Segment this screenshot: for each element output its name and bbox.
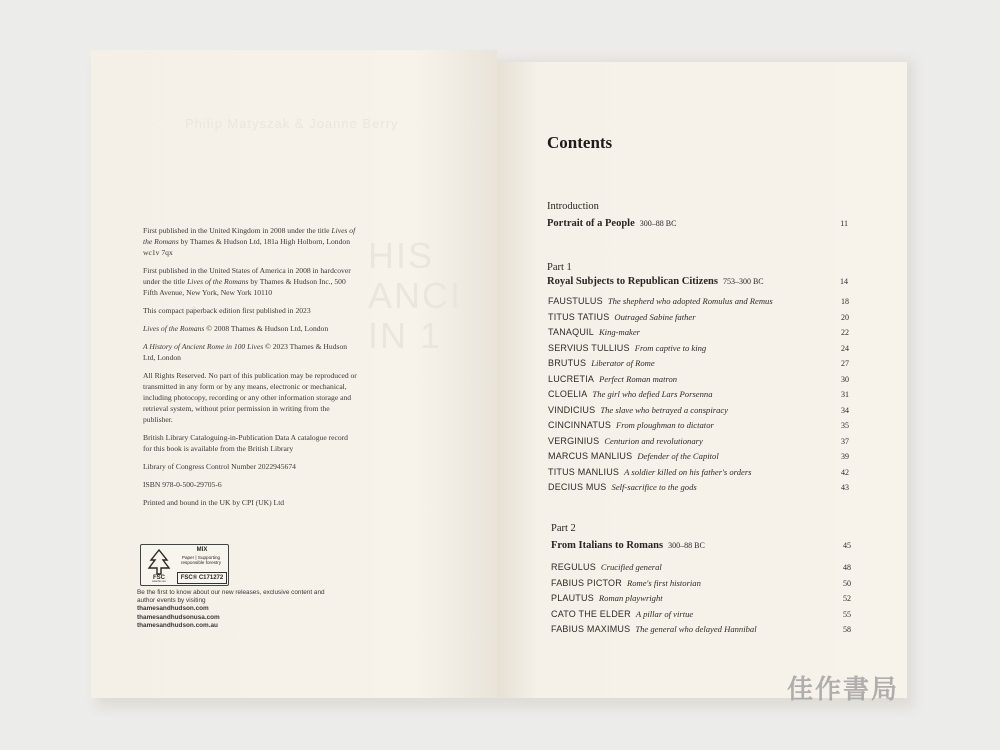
toc-entry-description: From captive to king bbox=[634, 342, 707, 353]
toc-entry-description: Centurion and revolutionary bbox=[604, 435, 703, 446]
toc-entry bbox=[551, 609, 693, 619]
toc-entry-name: BRUTUS bbox=[548, 358, 587, 368]
toc-entry-description: Roman playwright bbox=[598, 593, 663, 603]
toc-entry-description: The slave who betrayed a conspiracy bbox=[600, 404, 728, 415]
toc-entry-name: DECIUS MUS bbox=[548, 482, 607, 492]
toc-entry-description: The girl who defied Lars Porsenna bbox=[592, 389, 713, 399]
toc-entry bbox=[548, 436, 703, 446]
toc-entry bbox=[548, 482, 697, 492]
toc-entry-page-number: 31 bbox=[841, 390, 849, 399]
show-through-title: HIS ANCI IN 1 bbox=[368, 235, 463, 356]
toc-entry-name: PLAUTUS bbox=[551, 593, 594, 603]
toc-entry-name: VINDICIUS bbox=[548, 404, 596, 415]
toc-entry-page-number: 27 bbox=[841, 359, 849, 368]
publisher-promo bbox=[137, 589, 337, 630]
imprint-copyright-2023: A History of Ancient Rome in 100 Lives © 2023 Thames & Hudson Ltd, London bbox=[143, 342, 348, 362]
part2-heading: From Italians to Romans 300–88 BC bbox=[551, 540, 705, 551]
fsc-mix: MIX bbox=[196, 547, 208, 553]
fsc-description: Paper | Supporting responsible forestry bbox=[180, 555, 222, 566]
toc-entry-description: From ploughman to dictator bbox=[616, 420, 714, 430]
imprint-paperback-edition: This compact paperback edition first published in 2023 bbox=[143, 306, 311, 315]
promo-url: thamesandhudson.com.au bbox=[137, 621, 218, 629]
toc-entry bbox=[551, 593, 663, 603]
fsc-tree-icon bbox=[145, 548, 173, 582]
toc-entry-name: CINCINNATUS bbox=[548, 420, 612, 430]
toc-entry-page-number: 42 bbox=[841, 467, 849, 477]
toc-entry-page-number: 58 bbox=[843, 625, 851, 634]
toc-entry bbox=[548, 312, 696, 322]
promo-url: thamesandhudsonusa.com bbox=[137, 613, 220, 621]
contents-title: Contents bbox=[547, 133, 613, 152]
part1-heading: Royal Subjects to Republican Citizens 753–300 BC bbox=[547, 276, 764, 287]
toc-entry-name: MARCUS MANLIUS bbox=[548, 451, 633, 461]
toc-entry-page-number: 48 bbox=[843, 563, 851, 572]
promo-text: Be the first to know about our new releases, exclusive content and author events by visiting bbox=[137, 589, 325, 605]
toc-entry-page-number: 37 bbox=[841, 436, 849, 446]
toc-entry bbox=[548, 389, 713, 399]
toc-entry-page-number: 34 bbox=[841, 405, 849, 415]
toc-entry-name: FABIUS PICTOR bbox=[551, 577, 622, 588]
intro-label: Introduction bbox=[547, 201, 599, 212]
intro-heading: Portrait of a People 300–88 BC bbox=[547, 218, 677, 229]
toc-entry-description: A soldier killed on his father's orders bbox=[624, 466, 752, 477]
fsc-logo-text: FSC bbox=[153, 575, 165, 581]
imprint-rights: All Rights Reserved. No part of this publication may be reproduced or transmitted in any form or by any means, electronic or mechanical, including photocopy, recording or any other information storage and retrieval system, without prior permission in writing from the publisher. bbox=[143, 371, 357, 424]
toc-entry-description: King-maker bbox=[598, 327, 641, 337]
toc-entry-page-number: 30 bbox=[841, 374, 849, 384]
toc-entry bbox=[548, 358, 655, 368]
toc-entry-page-number: 24 bbox=[841, 343, 849, 353]
toc-entry bbox=[551, 624, 757, 634]
toc-entry bbox=[548, 451, 719, 461]
toc-entry-name: TITUS TATIUS bbox=[548, 311, 610, 322]
toc-entry bbox=[548, 405, 728, 415]
toc-entry-name: CLOELIA bbox=[548, 389, 588, 399]
toc-entry-description: Crucified general bbox=[600, 562, 662, 572]
toc-entry bbox=[548, 374, 677, 384]
toc-entry-name: FAUSTULUS bbox=[548, 296, 603, 306]
part2-page-number: 45 bbox=[843, 541, 851, 550]
toc-entry-page-number: 18 bbox=[841, 297, 849, 306]
intro-page-number: 11 bbox=[840, 219, 848, 228]
toc-entry-description: Outraged Sabine father bbox=[614, 311, 696, 322]
toc-entry-description: Rome's first historian bbox=[626, 577, 701, 588]
part1-label: Part 1 bbox=[547, 262, 572, 273]
toc-entry-page-number: 50 bbox=[843, 578, 851, 588]
toc-entry bbox=[548, 296, 773, 306]
toc-entry-description: Defender of the Capitol bbox=[637, 451, 719, 461]
toc-entry-name: LUCRETIA bbox=[548, 373, 595, 384]
promo-url: thamesandhudson.com bbox=[137, 605, 209, 613]
toc-entry-description: The general who delayed Hannibal bbox=[635, 624, 757, 634]
toc-entry-description: Perfect Roman matron bbox=[599, 373, 678, 384]
toc-entry bbox=[551, 562, 662, 572]
toc-entry-description: A pillar of virtue bbox=[635, 608, 694, 619]
show-through-authors: Philip Matyszak & Joanne Berry bbox=[185, 116, 399, 131]
toc-entry-name: VERGINIUS bbox=[548, 435, 600, 446]
fsc-label bbox=[140, 544, 229, 586]
toc-entry-description: Liberator of Rome bbox=[591, 358, 655, 368]
toc-entry bbox=[548, 467, 752, 477]
part2-label: Part 2 bbox=[551, 523, 576, 534]
toc-entry-page-number: 20 bbox=[841, 312, 849, 322]
imprint-loc-number: Library of Congress Control Number 2022945674 bbox=[143, 462, 296, 471]
toc-entry-page-number: 43 bbox=[841, 483, 849, 492]
toc-entry bbox=[551, 578, 701, 588]
copyright-imprint bbox=[143, 225, 358, 515]
toc-entry-page-number: 52 bbox=[843, 594, 851, 603]
imprint-copyright-2008: Lives of the Romans © 2008 Thames & Hudson Ltd, London bbox=[143, 324, 329, 333]
toc-entry-description: Self-sacrifice to the gods bbox=[611, 482, 697, 492]
toc-entry-description: The shepherd who adopted Romulus and Remus bbox=[607, 296, 773, 306]
watermark: 佳作書局 bbox=[787, 675, 900, 705]
toc-entry-name: FABIUS MAXIMUS bbox=[551, 624, 631, 634]
fsc-site-text: www.fsc.org bbox=[152, 580, 166, 582]
toc-entry-name: REGULUS bbox=[551, 562, 596, 572]
imprint-uk-edition: First published in the United Kingdom in 2008 under the title Lives of the Romans by Thames & Hudson Ltd, 181a High Holborn, London wc1v 7qx bbox=[143, 226, 356, 257]
toc-entry-name: SERVIUS TULLIUS bbox=[548, 342, 630, 353]
toc-entry-name: CATO THE ELDER bbox=[551, 608, 631, 619]
imprint-us-edition: First published in the United States of America in 2008 in hardcover under the title Lives of the Romans by Thames & Hudson Inc., 500 Fifth Avenue, New York, New York 10110 bbox=[143, 266, 351, 297]
imprint-isbn: ISBN 978-0-500-29705-6 bbox=[143, 480, 222, 489]
toc-entry bbox=[548, 420, 714, 430]
toc-entry-name: TITUS MANLIUS bbox=[548, 466, 620, 477]
imprint-printer: Printed and bound in the UK by CPI (UK) Ltd bbox=[143, 498, 285, 507]
toc-entry-page-number: 55 bbox=[843, 609, 851, 619]
toc-entry-name: TANAQUIL bbox=[548, 327, 594, 337]
imprint-cataloguing: British Library Cataloguing-in-Publication Data A catalogue record for this book is available from the British Library bbox=[143, 433, 348, 453]
toc-entry-page-number: 35 bbox=[841, 421, 849, 430]
toc-entry bbox=[548, 343, 706, 353]
toc-entry-page-number: 22 bbox=[841, 328, 849, 337]
part1-page-number: 14 bbox=[840, 277, 848, 286]
toc-entry-page-number: 39 bbox=[841, 452, 849, 461]
fsc-code: FSC® C171272 bbox=[177, 572, 227, 584]
toc-entry bbox=[548, 327, 640, 337]
